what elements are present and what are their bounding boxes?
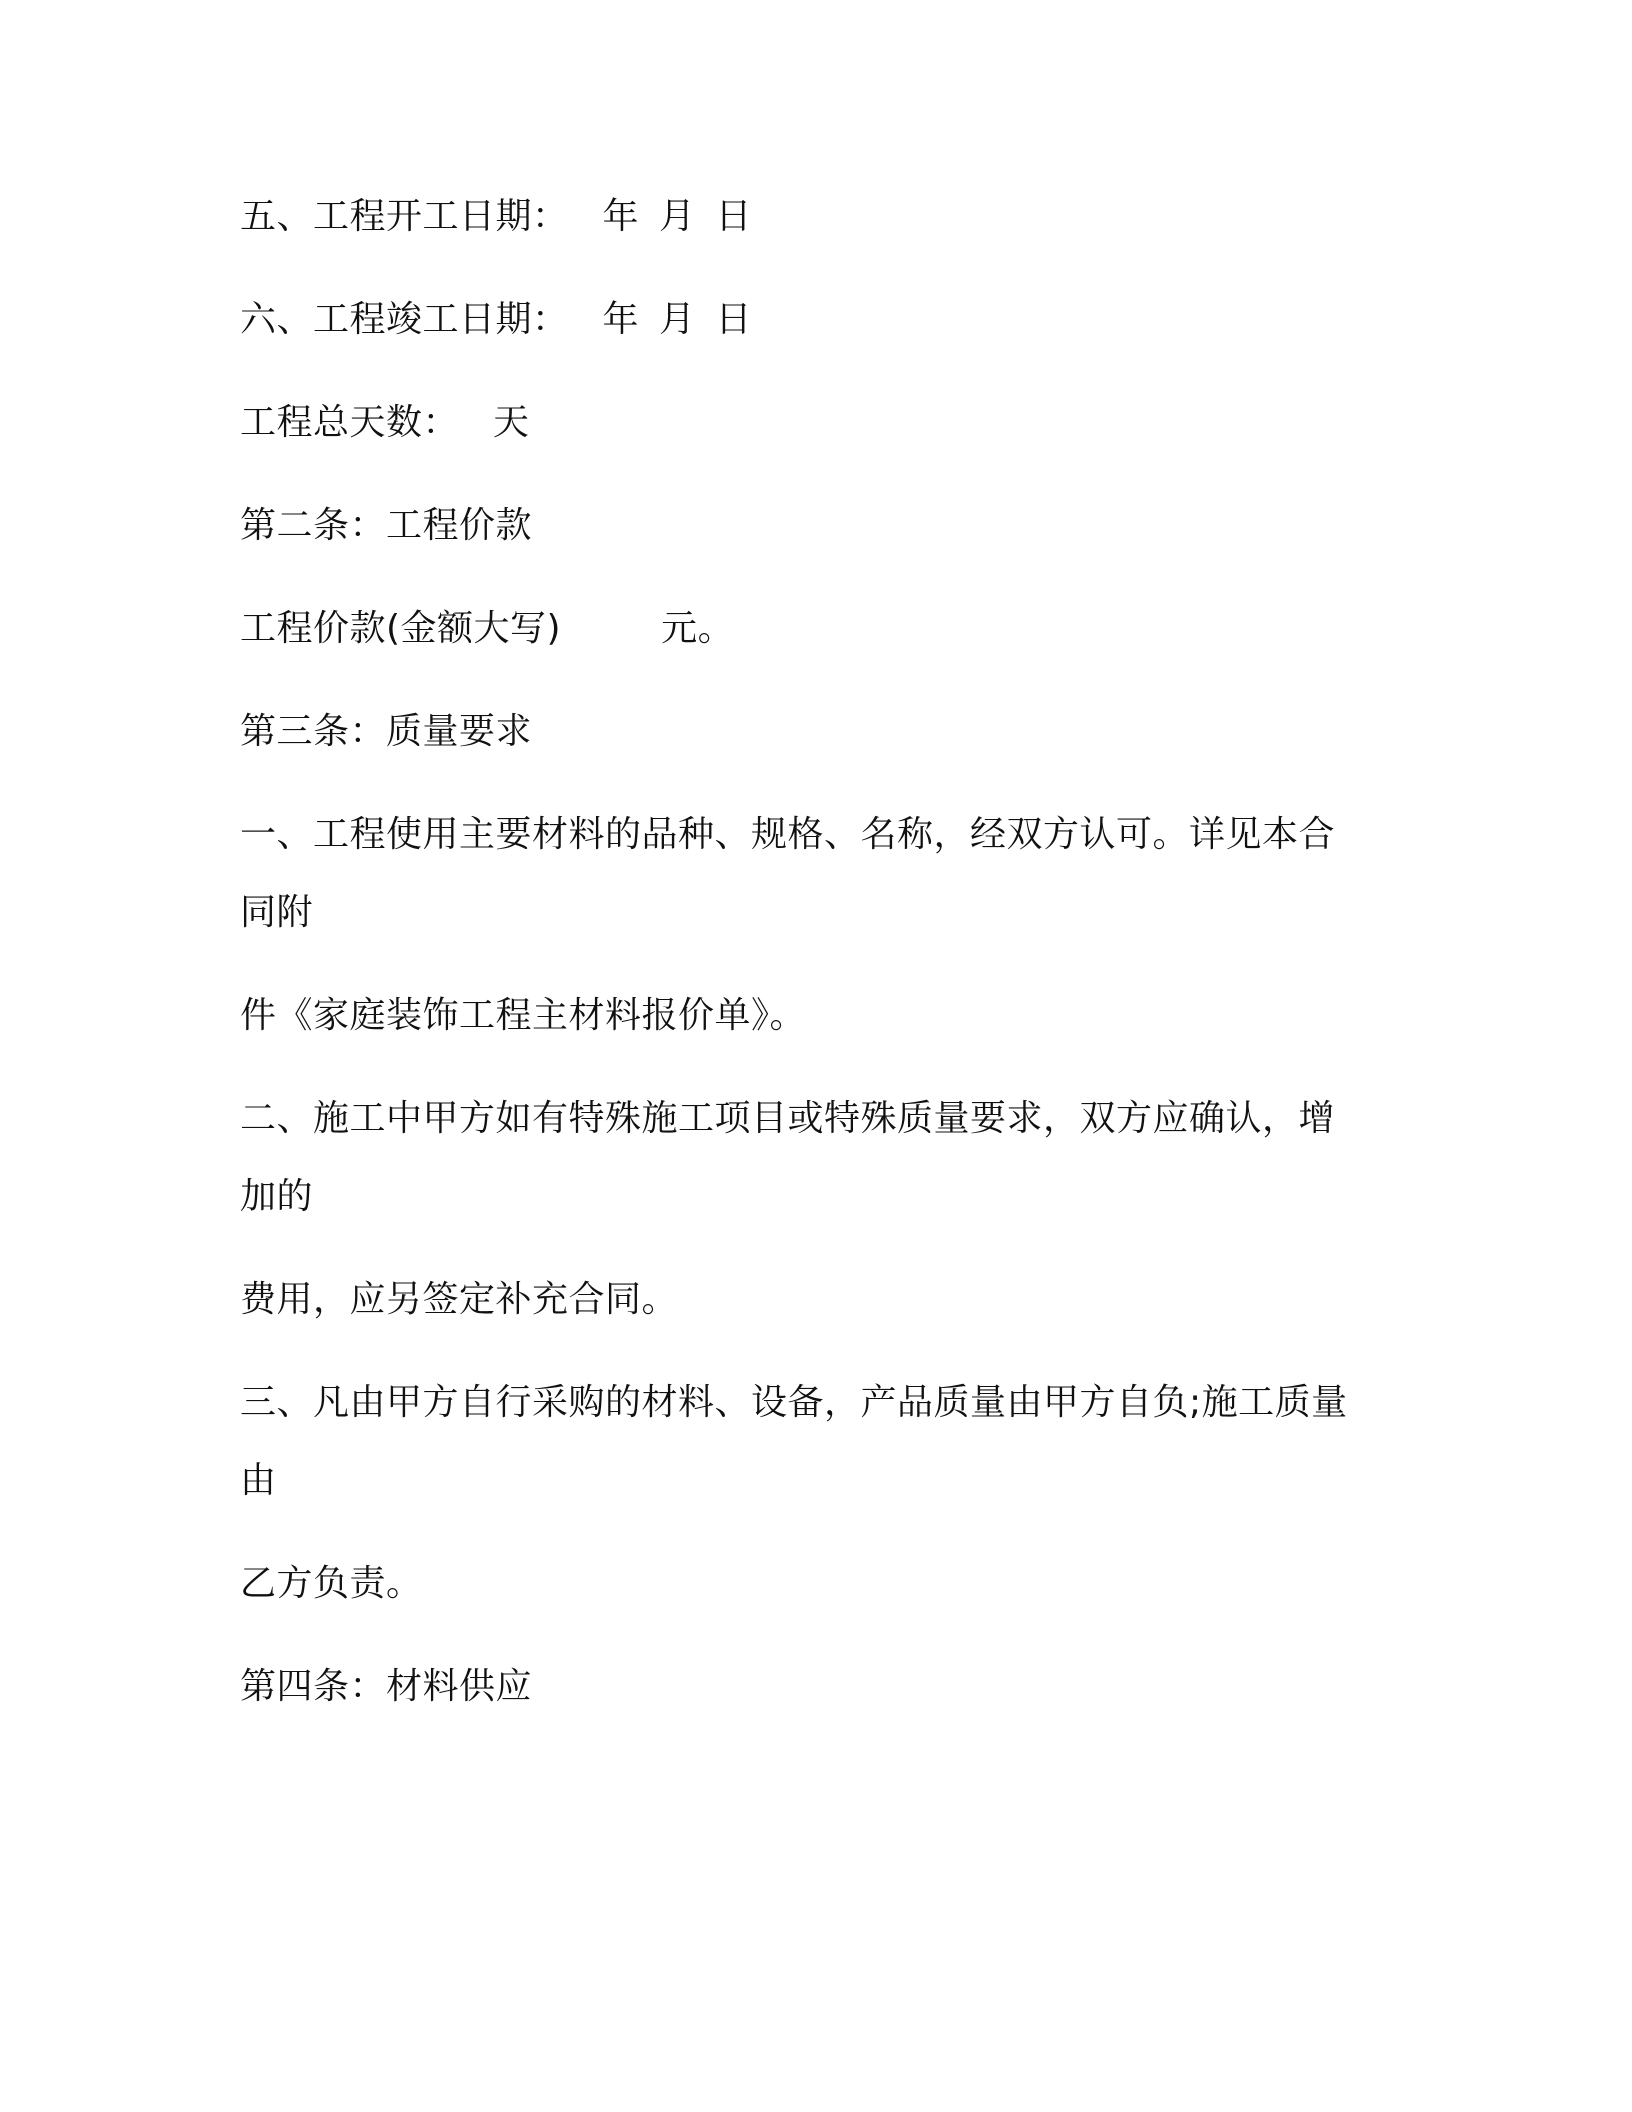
end-date-day: 日 [715, 299, 753, 340]
item-2-line-1: 二、施工中甲方如有特殊施工项目或特殊质量要求，双方应确认，增 [240, 1098, 1336, 1139]
start-date-day: 日 [715, 196, 753, 237]
start-date-year: 年 [602, 196, 640, 237]
start-date-label: 五、工程开工日期： [240, 196, 569, 237]
item-1-line-2: 同附 [240, 892, 314, 933]
item-3-line-3: 乙方负责。 [240, 1563, 423, 1604]
price-unit: 元。 [661, 608, 735, 649]
item-3-line-2: 由 [240, 1460, 277, 1501]
total-days-line [240, 399, 530, 447]
start-date-line [240, 193, 752, 241]
end-date-label: 六、工程竣工日期： [240, 299, 569, 340]
total-days-unit: 天 [493, 402, 530, 443]
item-1-line-3: 件《家庭装饰工程主材料报价单》。 [240, 995, 807, 1036]
start-date-month: 月 [659, 196, 696, 237]
item-2-line-3: 费用，应另签定补充合同。 [240, 1279, 679, 1320]
price-label: 工程价款(金额大写) [240, 608, 562, 649]
item-1-line-1: 一、工程使用主要材料的品种、规格、名称，经双方认可。详见本合 [240, 814, 1336, 855]
end-date-month: 月 [659, 299, 696, 340]
end-date-line [240, 296, 752, 344]
price-line [240, 605, 734, 653]
end-date-year: 年 [602, 299, 640, 340]
article-3-heading: 第三条：质量要求 [240, 711, 533, 752]
item-2-line-2: 加的 [240, 1176, 314, 1217]
item-3-line-1: 三、凡由甲方自行采购的材料、设备，产品质量由甲方自负;施工质量 [240, 1382, 1348, 1423]
article-4-heading: 第四条：材料供应 [240, 1666, 533, 1707]
article-2-heading: 第二条：工程价款 [240, 505, 533, 546]
total-days-label: 工程总天数： [240, 402, 460, 443]
